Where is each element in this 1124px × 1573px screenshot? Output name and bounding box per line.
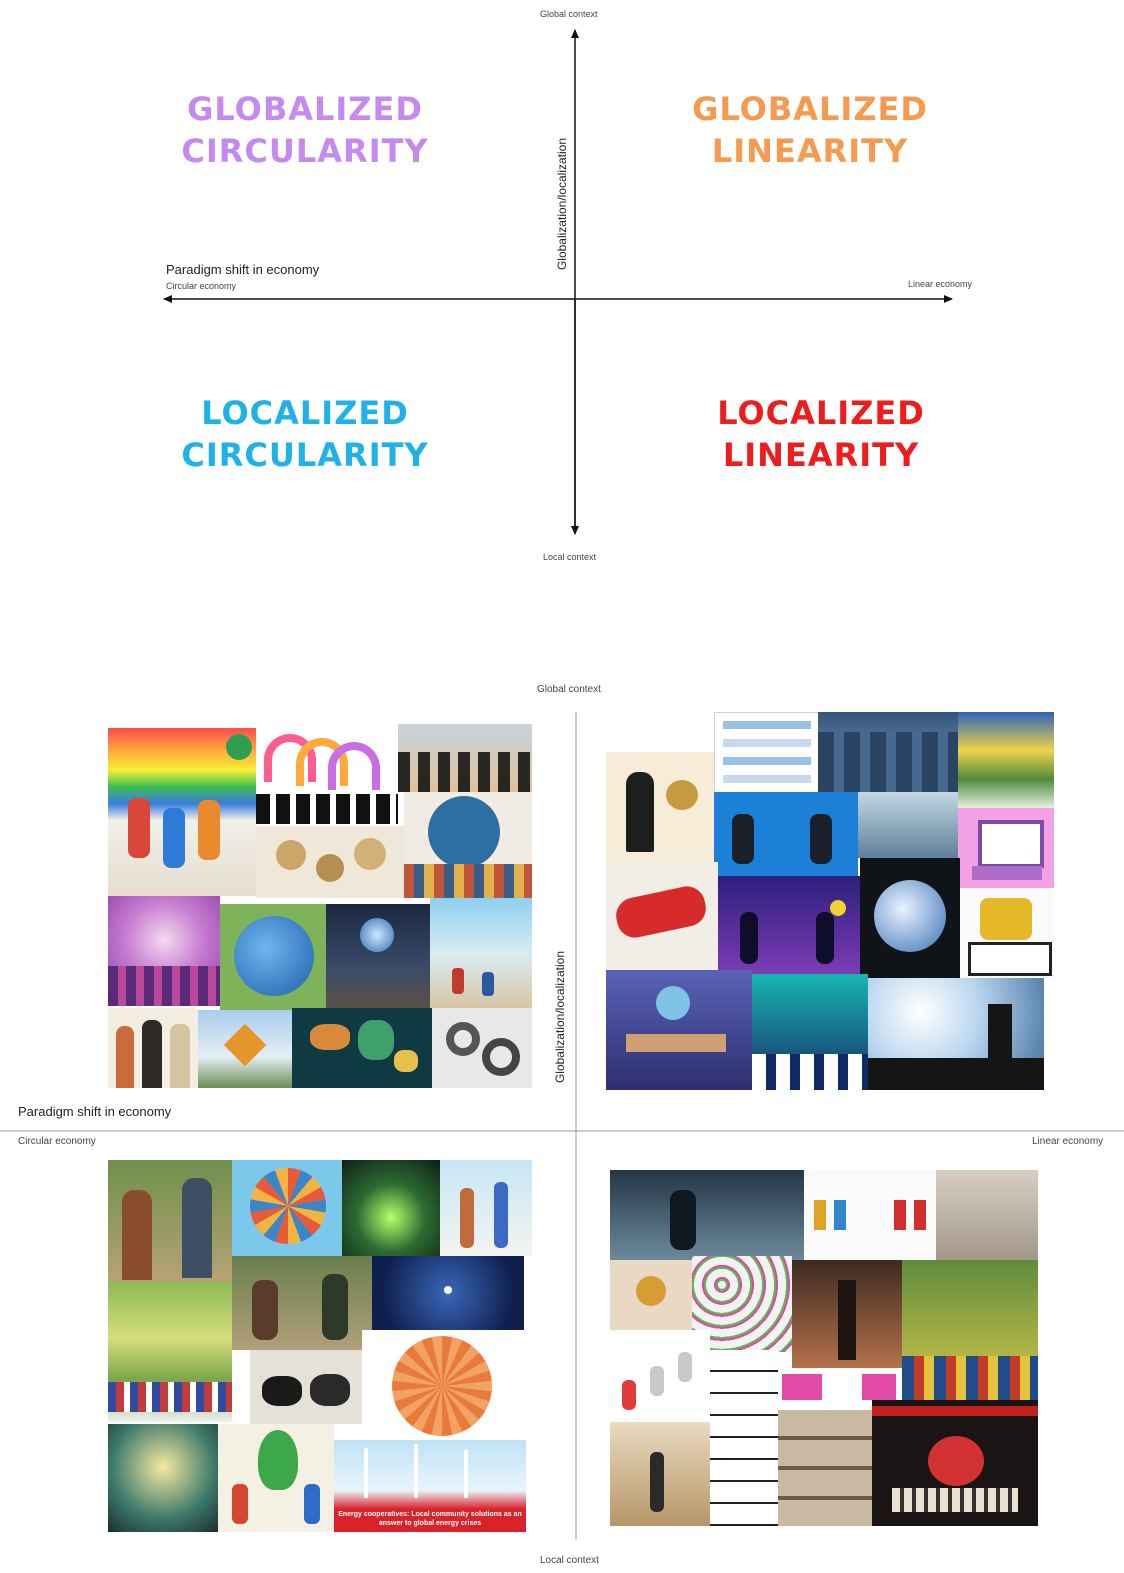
bottom-axis-label-local: Local context: [540, 1555, 599, 1566]
collage-image: [220, 904, 326, 1010]
collage-image: [860, 858, 960, 980]
collage-image: [440, 1160, 532, 1256]
collage-image: [432, 1008, 532, 1088]
collage-image: [792, 1260, 902, 1368]
collage-image: [710, 1350, 778, 1526]
top-axis-label-global: Global context: [540, 9, 598, 19]
collage-image: [334, 1440, 526, 1532]
collage-image: [218, 1424, 334, 1532]
collage-image: [858, 792, 958, 858]
collage-image: [108, 1008, 198, 1088]
collage-image: [362, 1330, 524, 1440]
collage-image: [610, 1260, 692, 1330]
quadrant-line2: CIRCULARITY: [181, 132, 429, 170]
collage-image: [198, 1010, 292, 1088]
collage-image: [960, 888, 1054, 978]
collage-image: [818, 712, 958, 792]
bottom-axis-label-global: Global context: [537, 684, 601, 695]
collage-image: [958, 808, 1054, 888]
top-horizontal-title: Paradigm shift in economy: [166, 262, 320, 277]
collage-image: [714, 792, 858, 876]
collage-image: [714, 712, 820, 794]
top-axis-label-circular: Circular economy: [166, 281, 237, 291]
collage-image: [610, 1422, 710, 1526]
collage-image: [804, 1170, 936, 1260]
quadrant-line1: LOCALIZED: [717, 394, 925, 432]
collage-image: [232, 1256, 372, 1350]
quadrant-line1: GLOBALIZED: [187, 90, 423, 128]
quadrant-line2: LINEARITY: [722, 436, 920, 474]
bottom-horizontal-title: Paradigm shift in economy: [18, 1104, 172, 1119]
collage-image: [108, 1282, 232, 1422]
collage-image: [256, 826, 404, 898]
collage-image: [958, 712, 1054, 808]
collage-image: [326, 904, 430, 1010]
collage-image: [606, 862, 718, 970]
collage-image: [292, 1008, 432, 1088]
collage-image: [108, 1160, 232, 1282]
collage-image: [108, 896, 220, 1006]
collage-image: [868, 978, 1044, 1090]
quadrant-line2: LINEARITY: [711, 132, 909, 170]
collage-image: [372, 1256, 524, 1330]
collage-image: [256, 724, 398, 826]
collage-image: [430, 898, 532, 1008]
collage-image: [610, 1330, 710, 1422]
quadrant-localized-linearity: [666, 392, 976, 476]
collage-image: [606, 752, 714, 862]
bottom-axis-label-circular: Circular economy: [18, 1136, 96, 1147]
collage-image: [872, 1400, 1038, 1526]
collage-image: [108, 728, 256, 896]
quadrant-globalized-linearity: [655, 88, 965, 172]
collage-image: [342, 1160, 440, 1256]
collage-image: [778, 1410, 872, 1526]
collage-image: [902, 1260, 1038, 1400]
collage-image: [752, 974, 868, 1090]
quadrant-line1: GLOBALIZED: [692, 90, 928, 128]
collage-image: [108, 1424, 218, 1532]
top-axis-label-local: Local context: [543, 552, 597, 562]
energy-cooperatives-caption: Energy cooperatives: Local community solutions as an answer to global energy crises: [338, 1511, 522, 1527]
collage-image: [250, 1350, 362, 1424]
top-vertical-title: Globalization/localization: [555, 137, 569, 271]
top-axis-label-linear: Linear economy: [908, 279, 973, 289]
quadrant-line1: LOCALIZED: [201, 394, 409, 432]
collage-image: [606, 970, 752, 1090]
bottom-vertical-title: Globalization/localization: [553, 950, 567, 1084]
collage-image: [404, 792, 532, 898]
quadrant-globalized-circularity: [150, 88, 460, 172]
collage-image: [610, 1170, 804, 1260]
quadrant-localized-circularity: [150, 392, 460, 476]
collage-image: [936, 1170, 1038, 1260]
quadrant-line2: CIRCULARITY: [181, 436, 429, 474]
collage-image: [718, 876, 860, 974]
bottom-axis-label-linear: Linear economy: [1032, 1136, 1104, 1147]
collage-image: [398, 724, 532, 792]
collage-image: [232, 1160, 342, 1256]
